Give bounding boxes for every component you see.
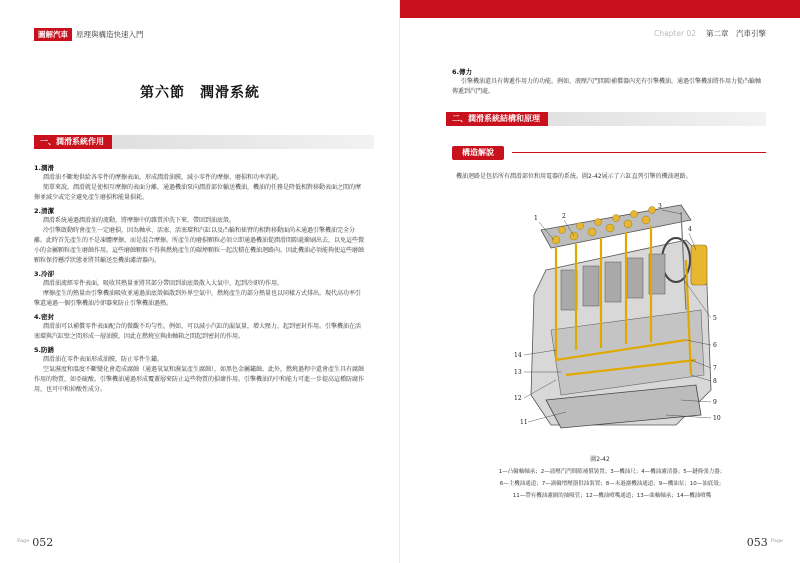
callout-label: 7: [713, 365, 717, 372]
construction-pill: 構造解說: [452, 146, 504, 160]
item-paragraph: 冷引擎啟動時會產生一定磨損，因為軸承、活塞、活塞環和汽缸以及凸輪和搖臂的相對移動面尚未通過引擎機油完全分離。此時首先產生的不是凍體摩擦，而是混合摩擦。所產生的磨損顆粒必須立即通過機油從潤滑間隙處衝刷出去，以免這些微小的金屬顆粒產生磨蝕作用。這些磨蝕顆粒不得與燃燒產生的碳煙顆粒一起沈積在機油迴路內。因此機油必須能夠使這些磨蝕顆粒保持懸浮狀態並將其輸送至機油濾清器內。: [34, 227, 365, 264]
item-heading: 4.密封: [34, 313, 54, 321]
structure-band: [446, 112, 766, 126]
item-paragraph: 潤滑油不斷地供給各零件的摩擦表面，形成潤滑油膜，減小零件的摩擦、磨損和功率消耗。: [43, 174, 284, 181]
item-paragraph: 潤滑油流經零件表面，吸收其熱量並將其部分帶回到油底殼散入大氣中，起到冷卻的作用。: [43, 280, 284, 287]
band-title: 二、潤滑系統結構和原理: [446, 112, 548, 126]
callout-label: 11: [520, 419, 528, 426]
left-top-bar: [0, 0, 400, 18]
band-title: 一、潤滑系統作用: [34, 135, 112, 149]
legend-line: 11—帶有機油濾網的抽吸管；12—機油噴嘴通道；13—曲軸軸承；14—機油噴嘴: [512, 493, 712, 499]
callout-label: 8: [713, 378, 717, 385]
chapter-header: [654, 28, 766, 39]
page-label: Page: [17, 538, 30, 544]
item-lubrication: [34, 163, 364, 203]
item-paragraph: 摩擦產生的熱量由引擎機油吸收並通過油底殼輻散到外界空氣中，燃燒產生的部分熱量也以同樣方式排出。現代高功率引擎還通過一個引擎機油冷卻器來防止引擎機油過熱。: [34, 290, 362, 307]
item-paragraph: 潤滑系統通過潤滑油的流動，將摩擦中的雜質沖洗下來，帶回到油底殼。: [43, 217, 236, 224]
series-title: 原理與構造快速入門: [76, 30, 144, 39]
engine-cutaway-illustration: [506, 200, 736, 440]
item-heading: 3.冷卻: [34, 270, 54, 278]
callout-label: 10: [713, 415, 721, 422]
figure-intro: 機油迴路是包括所有潤滑部位和用電器的系統。圖2-42展示了六缸直列引擎的機油迴路。: [456, 173, 692, 180]
callout-label: 1: [534, 215, 538, 222]
item-cleaning: [34, 206, 364, 266]
callout-label: 13: [514, 369, 522, 376]
item-paragraph: 空氣濕度和溫度不斷變化會造成腐蝕（通過氧氣和濕氣產生腐蝕），如黑色金屬鏽蝕。此外，燃燒過程中還會產生具有腐蝕作用的物質，如亞硫酸。引擎機油通過形成覆蓋層來防止這些物質的損壞作用。引擎機油的中和能力可進一步提高這種防腐作用，也可中和掉酸性成分。: [34, 366, 365, 393]
figure-caption: 圖2-42: [590, 456, 610, 463]
callout-label: 5: [713, 315, 717, 322]
right-page-number: [747, 536, 786, 549]
item-heading: 6.傳力: [452, 68, 472, 76]
item-transmission: [452, 64, 764, 97]
pill-rule: [512, 152, 766, 153]
item-paragraph: 簡單來說，潤滑就是使相互摩擦的表面分離，通過機油泵向潤滑部位輸送機油，機油的任務是降低相對移動表面之間的摩擦並減少或完全避免產生磨損和能量損耗。: [34, 184, 362, 201]
callout-label: 3: [658, 203, 662, 210]
section-title: 第六節 潤滑系統: [140, 85, 260, 101]
page-label: Page: [770, 538, 783, 544]
legend-line: 1—凸輪軸軸承；2—液壓汽門間隙補償裝置；3—機油尺；4—機油濾清器；5—鏈條張力器；: [498, 469, 726, 475]
item-paragraph: 引擎機油還具有傳遞作用力的功能。例如，液壓汽門間隙補償器內充有引擎機油，通過引擎機油將作用力從凸輪軸傳遞到汽門處。: [452, 78, 762, 95]
item-paragraph: 潤滑油可以補償零件表面配合的微觀不均勻性。例如，可以減小汽缸的漏氣量，增大壓力，起到密封作用。引擎機油在活塞環與汽缸壁之間形成一層油膜，因此在燃燒室與曲軸箱之間起到密封的作用。: [34, 323, 362, 340]
callout-label: 6: [713, 342, 717, 349]
left-page-number: [14, 536, 53, 549]
item-heading: 2.清潔: [34, 207, 54, 215]
left-body: [34, 160, 364, 395]
oil-filter: [691, 245, 707, 285]
chapter-cn: 第二章 汽車引擎: [706, 29, 766, 38]
callout-label: 14: [514, 352, 522, 359]
callout-label: 4: [688, 226, 692, 233]
right-top-bar: [400, 0, 800, 18]
series-tag: 圖解汽車: [34, 28, 72, 41]
callout-label: 2: [562, 213, 566, 220]
section-band: [34, 135, 374, 149]
legend-line: 6—主機油通道；7—渦輪增壓器供油裝置；8—未過濾機油通道；9—機油泵；10—油底殼；: [499, 481, 725, 487]
item-heading: 5.防銹: [34, 346, 54, 354]
item-heading: 1.潤滑: [34, 164, 54, 172]
item-rustproof: [34, 345, 364, 395]
chapter-en: Chapter 02: [654, 29, 696, 38]
page-number: 052: [32, 536, 54, 549]
item-paragraph: 潤滑油在零件表面形成油膜，防止零件生鏽。: [43, 356, 164, 363]
item-sealing: [34, 312, 364, 342]
item-cooling: [34, 269, 364, 309]
figure-legend: [462, 466, 762, 502]
callout-label: 12: [514, 395, 522, 402]
series-header: [34, 28, 144, 41]
page-number: 053: [746, 536, 768, 549]
callout-label: 9: [713, 399, 717, 406]
